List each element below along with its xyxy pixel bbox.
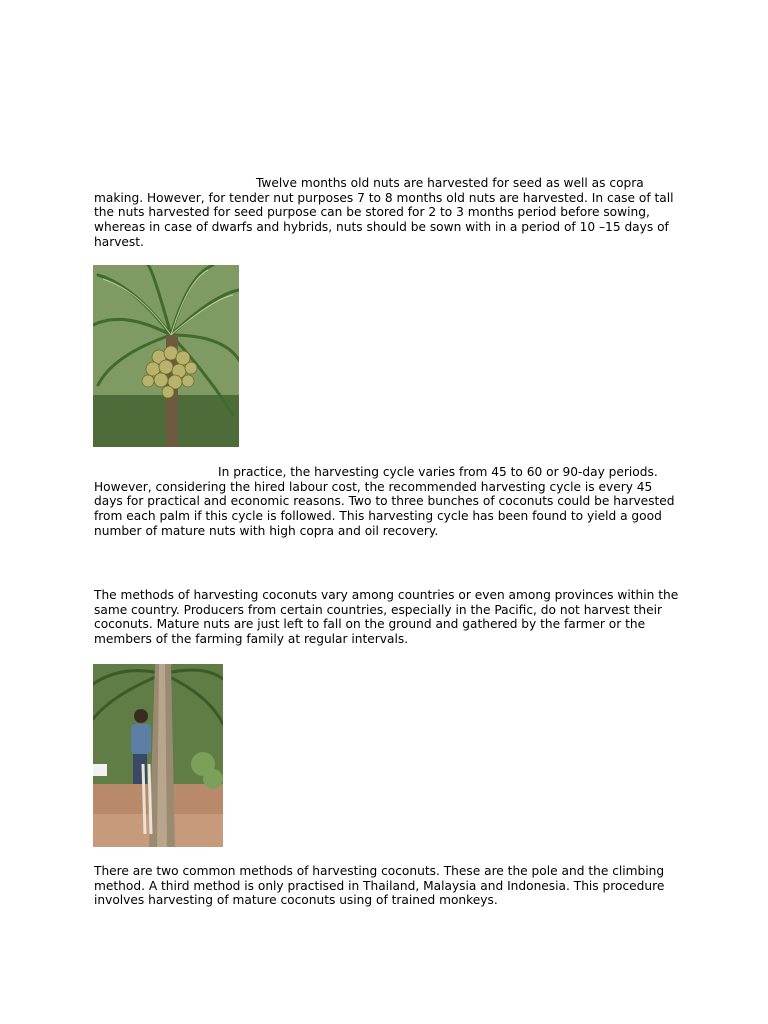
paragraph-common-methods [94,864,684,908]
paragraph-harvest-cycle [94,465,684,539]
paragraph-text: Twelve months old nuts are harvested for seed as well as copra making. However, for tender nut purposes 7 to 8 months old nuts are harvested. In case of tall the nuts harvested for seed purpose can be stored for 2 to 3 months period before sowing, whereas in case of dwarfs and hybrids, nuts should be sown with in a period of 10 –15 days of harvest. [94,176,674,249]
paragraph-text: There are two common methods of harvesting coconuts. These are the pole and the climbing method. A third method is only practised in Thailand, Malaysia and Indonesia. This procedure involves harvesting of mature coconuts using of trained monkeys. [94,864,665,908]
climber-on-palm-photo [93,664,223,847]
paragraph-harvest-methods [94,588,684,647]
paragraph-seed-harvest [94,176,684,250]
coconut-palm-photo [93,265,239,447]
paragraph-text: The methods of harvesting coconuts vary among countries or even among provinces within the same country. Producers from certain countries, especially in the Pacific, do not harvest their coconuts. Mature nuts are just left to fall on the ground and gathered by the farmer or the members of the farming family at regular intervals. [94,588,679,647]
paragraph-text: In practice, the harvesting cycle varies from 45 to 60 or 90-day periods. However, considering the hired labour cost, the recommended harvesting cycle is every 45 days for practical and economic reasons. Two to three bunches of coconuts could be harvested from each palm if this cycle is followed. This harvesting cycle has been found to yield a good number of mature nuts with high copra and oil recovery. [94,465,675,538]
